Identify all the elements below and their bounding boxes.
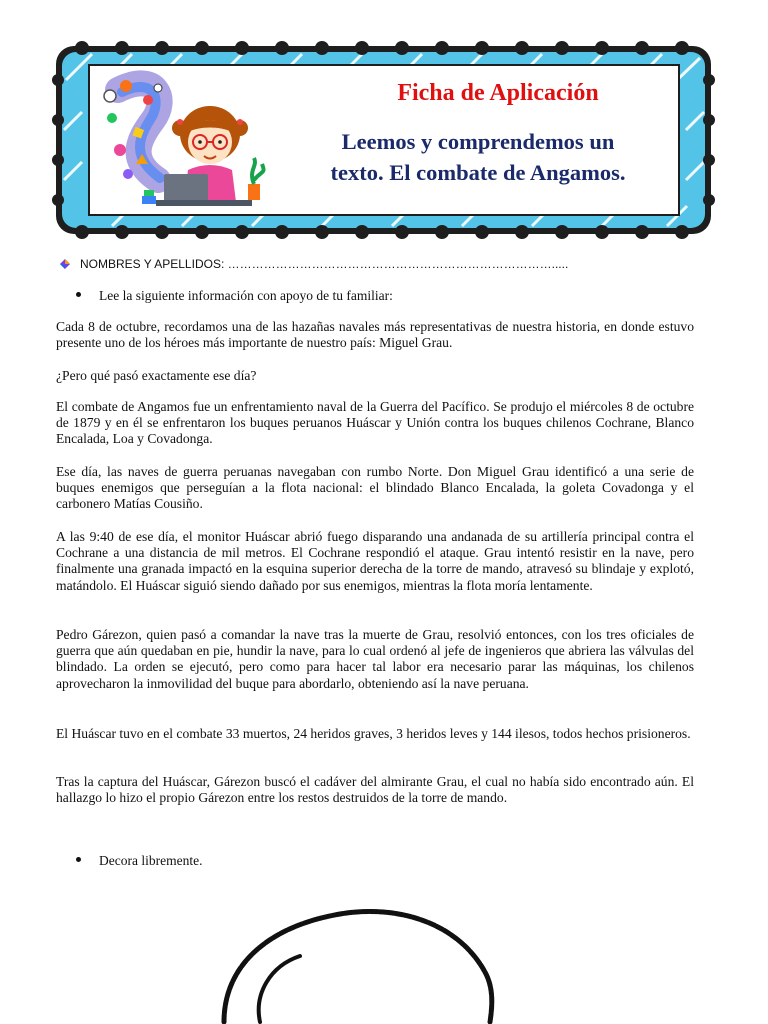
header-banner [52, 40, 715, 240]
bullet-dot-icon [76, 857, 81, 862]
girl-laptop-illustration [98, 70, 268, 214]
banner-panel [88, 64, 680, 216]
instruction-decorate [76, 853, 202, 869]
names-label: NOMBRES Y APELLIDOS: ………………………………………………………………………..... [80, 257, 569, 271]
subtitle-line-1: Leemos y comprendemos un [341, 129, 615, 154]
diamond-bullet-icon [60, 259, 70, 269]
instruction-read [76, 288, 393, 304]
bullet-dot-icon [76, 292, 81, 297]
paragraph-ataque: A las 9:40 de ese día, el monitor Huáscar abrió fuego disparando una andanada de su artillería principal contra el Cochrane a una distancia de mil metros. El Cochrane respondió el ataque. Grau intentó resistir en la nave, pero finalmente una granada impactó en la esquina superior derecha de la torre de mando, atravesó su blindaje y explotó, matándolo. El Huáscar siguió siendo dañado por sus enemigos, mientras la flota moría lentamente. [56, 529, 694, 593]
paragraph-combate: El combate de Angamos fue un enfrentamiento naval de la Guerra del Pacífico. Se produjo el miércoles 8 de octubre de 1879 y en él se enfrentaron los buques peruanos Huáscar y Unión contra los buques chilenos Cochrane, Blanco Encalada, Loa y Covadonga. [56, 399, 694, 447]
head-outline-drawing [210, 904, 500, 1024]
worksheet-title: Ficha de Aplicación [397, 80, 599, 106]
paragraph-captura: Tras la captura del Huáscar, Gárezon buscó el cadáver del almirante Grau, el cual no había sido encontrado aún. El hallazgo lo hizo el propio Gárezon entre los restos destruidos de la torre de mando. [56, 774, 694, 806]
subtitle-line-2: texto. El combate de Angamos. [330, 160, 626, 185]
paragraph-bajas: El Huáscar tuvo en el combate 33 muertos, 24 heridos graves, 3 heridos leves y 144 ilesos, todos hechos prisioneros. [56, 726, 691, 741]
instruction-decorate-text: Decora libremente. [99, 853, 203, 868]
instruction-read-text: Lee la siguiente información con apoyo de tu familiar: [99, 288, 393, 303]
paragraph-garezon: Pedro Gárezon, quien pasó a comandar la nave tras la muerte de Grau, resolvió entonces, con los tres oficiales de guerra que aún quedaban en pie, hundir la nave, para lo cual ordenó al jefe de ingenieros que abriera las válvulas del blindado. La orden se ejecutó, pero como para hacer tal labor era necesario parar las máquinas, los chilenos aprovecharon la inmovilidad del buque para abordarlo, obteniendo así la nave peruana. [56, 627, 694, 691]
paragraph-naves: Ese día, las naves de guerra peruanas navegaban con rumbo Norte. Don Miguel Grau identificó a una serie de buques enemigos que perseguían a la flota nacional: el blindado Blanco Encalada, la goleta Covadonga y el carbonero Matías Cousiño. [56, 464, 694, 512]
paragraph-intro: Cada 8 de octubre, recordamos una de las hazañas navales más representativas de nuestra historia, en donde estuvo presente uno de los héroes más importante de nuestro país: Miguel Grau. [56, 319, 694, 351]
worksheet-subtitle [288, 126, 668, 188]
names-field-line [60, 257, 700, 271]
paragraph-question: ¿Pero qué pasó exactamente ese día? [56, 368, 257, 383]
